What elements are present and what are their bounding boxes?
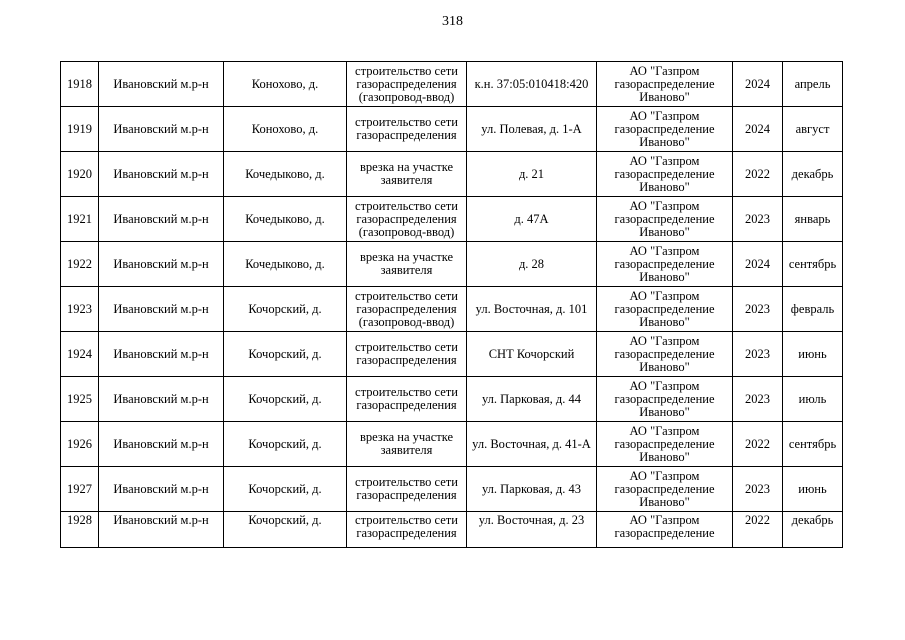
district-cell: Ивановский м.р-н bbox=[99, 287, 224, 332]
year-cell: 2023 bbox=[733, 197, 783, 242]
organization-cell: АО "Газпром газораспределение bbox=[597, 512, 733, 548]
row-number-cell: 1919 bbox=[61, 107, 99, 152]
district-cell: Ивановский м.р-н bbox=[99, 512, 224, 548]
address-cell: ул. Полевая, д. 1-А bbox=[467, 107, 597, 152]
locality-cell: Кочедыково, д. bbox=[224, 197, 347, 242]
row-number-cell: 1927 bbox=[61, 467, 99, 512]
district-cell: Ивановский м.р-н bbox=[99, 332, 224, 377]
year-cell: 2023 bbox=[733, 332, 783, 377]
row-number-cell: 1921 bbox=[61, 197, 99, 242]
organization-cell: АО "Газпром газораспределение Иваново" bbox=[597, 242, 733, 287]
work-type-cell: строительство сети газораспределения (газопровод-ввод) bbox=[347, 197, 467, 242]
table-row bbox=[61, 152, 843, 197]
table-row bbox=[61, 422, 843, 467]
locality-cell: Кочорский, д. bbox=[224, 377, 347, 422]
month-cell: сентябрь bbox=[783, 422, 843, 467]
page-number: 318 bbox=[442, 14, 463, 29]
address-cell: ул. Восточная, д. 41-А bbox=[467, 422, 597, 467]
work-type-cell: врезка на участке заявителя bbox=[347, 242, 467, 287]
year-cell: 2023 bbox=[733, 377, 783, 422]
organization-cell: АО "Газпром газораспределение Иваново" bbox=[597, 62, 733, 107]
month-cell: сентябрь bbox=[783, 242, 843, 287]
work-type-cell: врезка на участке заявителя bbox=[347, 152, 467, 197]
year-cell: 2024 bbox=[733, 62, 783, 107]
locality-cell: Конохово, д. bbox=[224, 107, 347, 152]
work-type-cell: строительство сети газораспределения bbox=[347, 332, 467, 377]
locality-cell: Кочорский, д. bbox=[224, 467, 347, 512]
year-cell: 2023 bbox=[733, 467, 783, 512]
month-cell: январь bbox=[783, 197, 843, 242]
address-cell: ул. Восточная, д. 23 bbox=[467, 512, 597, 548]
organization-cell: АО "Газпром газораспределение Иваново" bbox=[597, 152, 733, 197]
address-cell: д. 28 bbox=[467, 242, 597, 287]
address-cell: СНТ Кочорский bbox=[467, 332, 597, 377]
work-type-cell: строительство сети газораспределения bbox=[347, 377, 467, 422]
table-row bbox=[61, 512, 843, 548]
month-cell: июль bbox=[783, 377, 843, 422]
month-cell: апрель bbox=[783, 62, 843, 107]
year-cell: 2023 bbox=[733, 287, 783, 332]
address-cell: ул. Парковая, д. 43 bbox=[467, 467, 597, 512]
locality-cell: Кочорский, д. bbox=[224, 287, 347, 332]
month-cell: август bbox=[783, 107, 843, 152]
table-row bbox=[61, 332, 843, 377]
table-row bbox=[61, 242, 843, 287]
locality-cell: Кочедыково, д. bbox=[224, 242, 347, 287]
district-cell: Ивановский м.р-н bbox=[99, 422, 224, 467]
locality-cell: Кочорский, д. bbox=[224, 332, 347, 377]
year-cell: 2022 bbox=[733, 512, 783, 548]
month-cell: декабрь bbox=[783, 152, 843, 197]
table-row bbox=[61, 62, 843, 107]
address-cell: д. 21 bbox=[467, 152, 597, 197]
year-cell: 2022 bbox=[733, 152, 783, 197]
locality-cell: Конохово, д. bbox=[224, 62, 347, 107]
year-cell: 2022 bbox=[733, 422, 783, 467]
month-cell: февраль bbox=[783, 287, 843, 332]
table-row bbox=[61, 377, 843, 422]
organization-cell: АО "Газпром газораспределение Иваново" bbox=[597, 197, 733, 242]
district-cell: Ивановский м.р-н bbox=[99, 242, 224, 287]
district-cell: Ивановский м.р-н bbox=[99, 197, 224, 242]
row-number-cell: 1920 bbox=[61, 152, 99, 197]
table-row bbox=[61, 197, 843, 242]
work-type-cell: строительство сети газораспределения (газопровод-ввод) bbox=[347, 62, 467, 107]
work-type-cell: врезка на участке заявителя bbox=[347, 422, 467, 467]
organization-cell: АО "Газпром газораспределение Иваново" bbox=[597, 377, 733, 422]
organization-cell: АО "Газпром газораспределение Иваново" bbox=[597, 107, 733, 152]
address-cell: ул. Восточная, д. 101 bbox=[467, 287, 597, 332]
address-cell: к.н. 37:05:010418:420 bbox=[467, 62, 597, 107]
organization-cell: АО "Газпром газораспределение Иваново" bbox=[597, 332, 733, 377]
district-cell: Ивановский м.р-н bbox=[99, 152, 224, 197]
organization-cell: АО "Газпром газораспределение Иваново" bbox=[597, 422, 733, 467]
table-row bbox=[61, 107, 843, 152]
district-cell: Ивановский м.р-н bbox=[99, 62, 224, 107]
gasification-schedule-table bbox=[60, 61, 843, 548]
row-number-cell: 1924 bbox=[61, 332, 99, 377]
row-number-cell: 1922 bbox=[61, 242, 99, 287]
district-cell: Ивановский м.р-н bbox=[99, 467, 224, 512]
work-type-cell: строительство сети газораспределения (газопровод-ввод) bbox=[347, 287, 467, 332]
row-number-cell: 1926 bbox=[61, 422, 99, 467]
row-number-cell: 1923 bbox=[61, 287, 99, 332]
district-cell: Ивановский м.р-н bbox=[99, 377, 224, 422]
organization-cell: АО "Газпром газораспределение Иваново" bbox=[597, 467, 733, 512]
district-cell: Ивановский м.р-н bbox=[99, 107, 224, 152]
table-row bbox=[61, 287, 843, 332]
locality-cell: Кочорский, д. bbox=[224, 422, 347, 467]
organization-cell: АО "Газпром газораспределение Иваново" bbox=[597, 287, 733, 332]
month-cell: декабрь bbox=[783, 512, 843, 548]
row-number-cell: 1925 bbox=[61, 377, 99, 422]
month-cell: июнь bbox=[783, 332, 843, 377]
work-type-cell: строительство сети газораспределения bbox=[347, 467, 467, 512]
row-number-cell: 1928 bbox=[61, 512, 99, 548]
table-row bbox=[61, 467, 843, 512]
address-cell: д. 47А bbox=[467, 197, 597, 242]
locality-cell: Кочорский, д. bbox=[224, 512, 347, 548]
work-type-cell: строительство сети газораспределения bbox=[347, 107, 467, 152]
month-cell: июнь bbox=[783, 467, 843, 512]
address-cell: ул. Парковая, д. 44 bbox=[467, 377, 597, 422]
locality-cell: Кочедыково, д. bbox=[224, 152, 347, 197]
row-number-cell: 1918 bbox=[61, 62, 99, 107]
year-cell: 2024 bbox=[733, 242, 783, 287]
work-type-cell: строительство сети газораспределения bbox=[347, 512, 467, 548]
year-cell: 2024 bbox=[733, 107, 783, 152]
